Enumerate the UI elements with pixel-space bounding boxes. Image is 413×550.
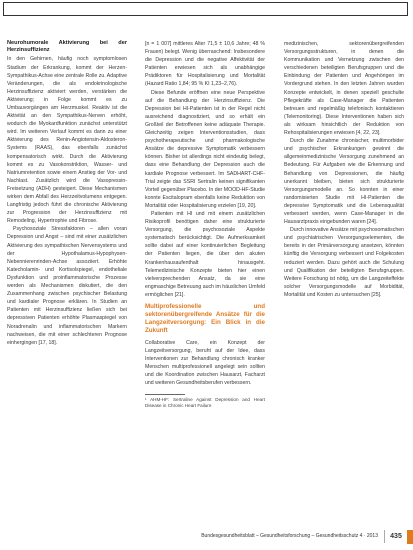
- section-heading: Neurohumorale Aktivierung bei der Herzinsuffizienz: [7, 40, 127, 54]
- text-column-1: [7, 40, 127, 347]
- paragraph: Durch innovative Ansätze mit psychosomatischen und psychiatrischen Versorgungselementen, die bereits in der Primärversorgung ansetzen, könnten künftig die Versorgung verbessert und Folgekosten reduziert werden. Dazu gehört auch die Schulung und Qualifikation der beteiligten Berufsgruppen. Weitere Forschung ist nötig, um die Langzeiteffekte solcher Versorgungsmodelle auf Morbidität, Mortalität und Kosten zu untersuchen [25].: [284, 227, 404, 298]
- page-footer: [0, 530, 413, 544]
- paragraph: Patienten mit HI und mit einem zusätzlichen Risikoprofil benötigen daher eine strukturierte Versorgung, die psychosoziale Aspekte systematisch berücksichtigt. Die Aufmerksamkeit sollte dabei auf einer kontinuierlichen Begleitung der Patienten liegen, die über den akuten Krankenhausaufenthalt hinausgeht. Telemedizinische Konzepte bieten hier einen vielversprechenden Ansatz, da sie eine engmaschige Betreuung auch im häuslichen Umfeld ermöglichen [21].: [145, 210, 265, 298]
- footnote-divider: [145, 394, 185, 395]
- paragraph: medizinischen, sektorenübergreifenden Versorgungsstrukturen, in denen die Kommunikation und Vernetzung zwischen den verschiedenen beteiligten Berufsgruppen und die Einbindung der Patienten und Angehörigen im Vordergrund stehen. In den letzten Jahren wurden Konzepte entwickelt, in denen speziell geschulte Pflegekräfte als Case-Manager die Patienten betreuen und regelmäßig telefonisch kontaktieren (Telemonitoring). Diese Interventionen haben sich als wirksam hinsichtlich der Reduktion von Rehospitalisierungen erwiesen [4, 22, 23].: [284, 41, 404, 137]
- footnote: ¹ AHM-HF: Sertraline Against Depression and Heart Disease in Chronic Heart Failure: [145, 396, 265, 408]
- paragraph: Durch die Zunahme chronischer, multimorbider und psychischer Erkrankungen gewinnt die allgemeinmedizinische Versorgung zunehmend an Bedeutung. Für Aufgaben wie die Erkennung und Behandlung von Depressionen, die häufig unerkannt bleiben, bieten sich strukturierte Versorgungsmodelle an. So konnten in einer randomisierten Studie mit HI-Patienten die depressive Symptomatik und die Lebensqualität verbessert werden, wenn Case-Manager in die Hausarztpraxis eingebunden waren [24].: [284, 138, 404, 226]
- page-accent-bar: [407, 530, 413, 544]
- paragraph: Diese Befunde eröffnen eine neue Perspektive auf die Behandlung der Herzinsuffizienz. Die Depression bei HI-Patienten ist in der Regel nicht ausreichend diagnostiziert, und so erhält ein Großteil der Betroffenen keine adäquate Therapie. Gleichzeitig zeigen Interventionsstudien, dass psychotherapeutische und pharmakologische Ansätze die depressive Symptomatik verbessern können. Bisher ist allerdings nicht eindeutig belegt, dass eine Behandlung der Depression auch die kardiale Prognose verbessert. Im SADHART-CHF-Trial zeigte das SSRI Sertralin keinen signifikanten Vorteil gegenüber Placebo. In der MOOD-HF-Studie konnte Escitalopram ebenfalls keine Reduktion von Mortalität oder Hospitalisierung erzielen [19, 20].: [145, 89, 265, 209]
- text-column-2: [145, 40, 265, 409]
- paragraph: Collaborative Care, ein Konzept der Langzeitversorgung, beruht auf der Idee, dass Interventionen zur Behandlung chronisch kranker Menschen multiprofessionell angelegt sein sollten und die Koordination zwischen Hausarzt, Facharzt und weiteren Gesundheitsberufen verbessern.: [145, 340, 265, 387]
- paragraph: [n = 1 007] mittleres Alter 71,5 ± 10,6 Jahre; 48 % Frauen) belegt. Wenig überraschend: Insbesondere die Depression und die negative Affektivität der Patienten erwiesen sich als unabhängige Prädiktoren für Hospitalisierung und Mortalität (Hazard Ratio 1,84; 95 % KI 1,23–2,76).: [145, 41, 265, 88]
- journal-citation: Bundesgesundheitsblatt – Gesundheitsforschung – Gesundheitsschutz 4 · 2013: [201, 533, 378, 539]
- section-heading-highlight: Multiprofessionelle und sektorenübergreifende Ansätze für die Langzeitversorgung: Ein Blick in die Zukunft: [145, 303, 265, 334]
- paragraph: Psychosoziale Stressfaktoren – allen voran Depression und Angst – sind mit einer zusätzlichen Aktivierung des sympathischen Nervensystems und der Hypothalamus-Hypophysen-Nebennierenrinden-Achse assoziiert. Erhöhte Katecholamin- und Kortisolspiegel, endotheliale Dysfunktion und proinflammatorische Prozesse werden als Mechanismen diskutiert, die den Zusammenhang zwischen psychischer Belastung und kardialer Prognose erklären. In Studien an Patienten mit Herzinsuffizienz ließen sich bei depressiven Patienten erhöhte Plasmaspiegel von Noradrenalin und inflammatorischen Markern nachweisen, die mit einer schlechteren Prognose einhergingen [17, 18].: [7, 226, 127, 346]
- running-header-box: [3, 2, 408, 16]
- paragraph: In den Gehirnen, häufig noch symptomlosen Stadium der Erkrankung, kommt der Herzen-Sympathikus-Achse eine zentrale Rolle zu. Adaptive Veränderungen, die als endokrinologische Herzinsuffizienz aktiviert werden, verstärken die Aktivierung; in Folge kommt es zu Umbauvorgängen am Herzmuskel. Reaktiv ist die Aktivität an den Sympathikus-Nerven erhöht, wodurch die Myokardfunktion zunächst unterstützt wird. Im weiteren Verlauf kommt es dann zu einer Aktivierung des Renin-Angiotensin-Aldosteron-Systems (RAAS), das ebenfalls zunächst kompensatorisch wirkt. Durch die Aktivierung kommt es zu Vasokonstriktion, Wasser- und Natriumretention sowie einem Anstieg der Vor- und Nachlast. Zusätzlich wird die Vasopressin-Freisetzung (ADH) gesteigert. Diese Mechanismen wirken dem Abfall des Herzzeitvolumens entgegen. Langfristig jedoch führt die chronische Aktivierung zur Progression der Herzinsuffizienz mit Remodeling, Hypertrophie und Fibrose.: [7, 56, 127, 225]
- page-number: 435: [384, 530, 407, 543]
- text-column-3: [284, 40, 404, 299]
